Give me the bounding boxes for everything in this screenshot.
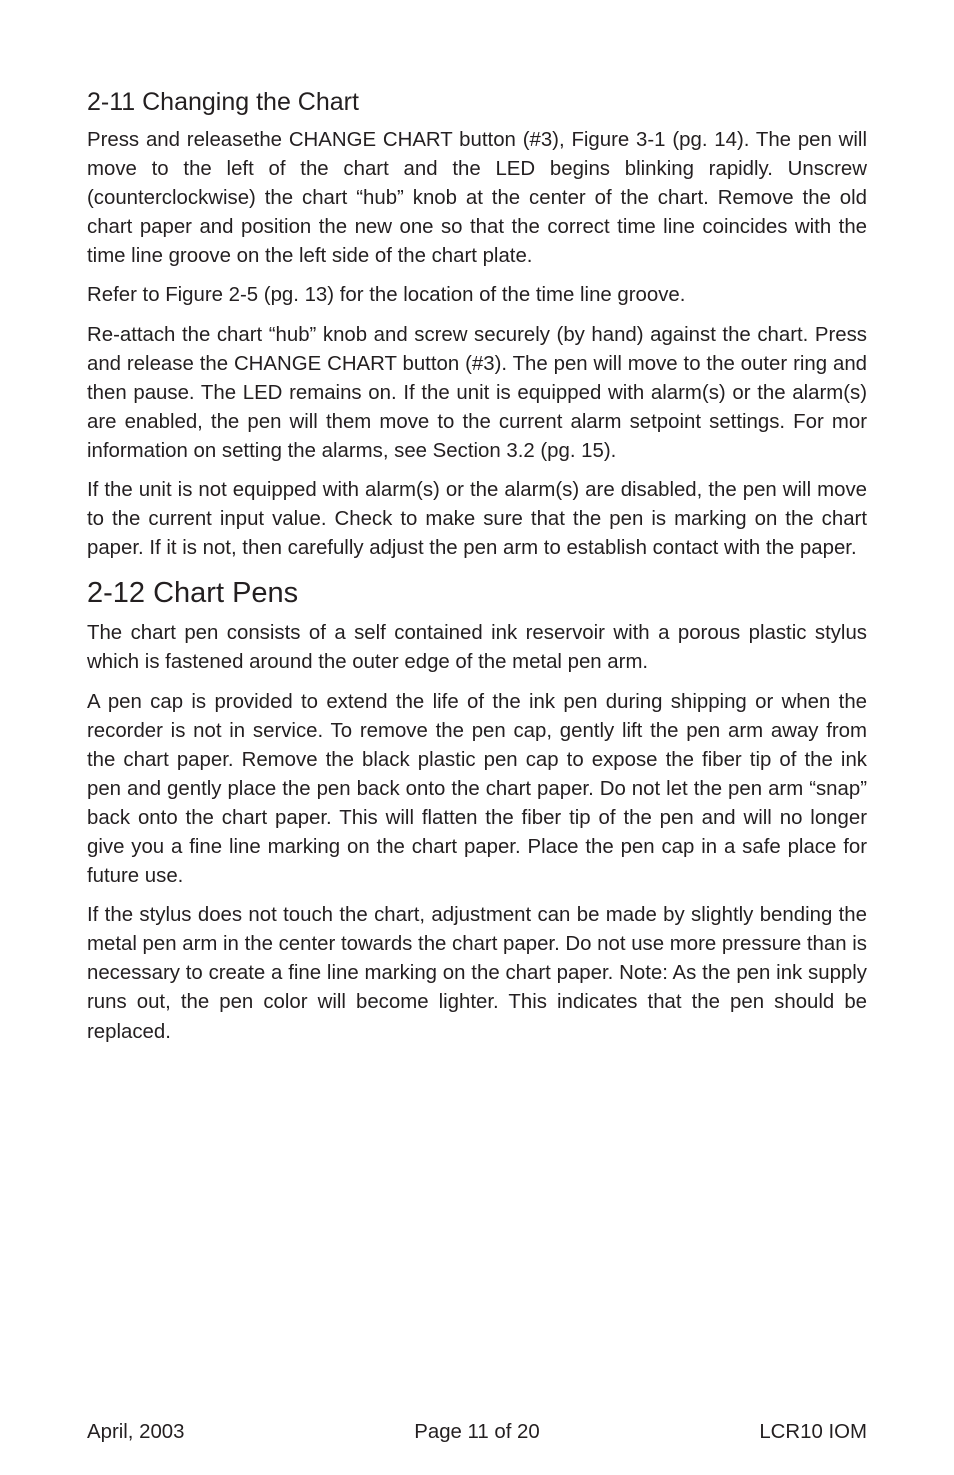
section-heading: 2-12 Chart Pens <box>87 577 299 610</box>
paragraph: If the stylus does not touch the chart, adjustment can be made by slightly bending the metal pen arm in the center towards the chart paper. Do not use more pressure than is necessary to create a fine line marking on the chart paper. Note: As the pen ink supply runs out, the pen color will become lighter. This indicates that the pen should be replaced. <box>87 904 867 1043</box>
paragraph: Refer to Figure 2-5 (pg. 13) for the location of the time line groove. <box>87 284 686 307</box>
page-body <box>87 84 867 1057</box>
paragraph: A pen cap is provided to extend the life of the ink pen during shipping or when the recorder is not in service. To remove the pen cap, gently lift the pen arm away from the chart paper. Remove the black plastic pen cap to expose the fiber tip of the ink pen and gently place the pen back onto the chart paper. Do not let the pen arm “snap” back onto the chart paper. This will flatten the fiber tip of the pen and will no longer give you a fine line marking on the chart paper. Place the pen cap in a safe place for future use. <box>87 690 867 888</box>
section-chart-pens <box>87 573 867 1046</box>
paragraph: Re-attach the chart “hub” knob and screw securely (by hand) against the chart. Press and release the CHANGE CHART button (#3). The pen will move to the outer ring and then pause. The LED remains on. If the unit is equipped with alarm(s) or the alarm(s) are enabled, the pen will them move to the current alarm setpoint settings. For mor information on setting the alarms, see Section 3.2 (pg. 15). <box>87 323 867 462</box>
section-heading: 2-11 Changing the Chart <box>87 88 359 116</box>
paragraph: If the unit is not equipped with alarm(s) or the alarm(s) are disabled, the pen will move to the current input value. Check to make sure that the pen is marking on the chart paper. If it is not, then carefully adjust the pen arm to establish contact with the paper. <box>87 479 867 560</box>
section-changing-the-chart <box>87 84 867 563</box>
footer-doc-id: LCR10 IOM <box>759 1421 867 1443</box>
footer-page-number: Page 11 of 20 <box>414 1421 540 1443</box>
paragraph: Press and releasethe CHANGE CHART button (#3), Figure 3-1 (pg. 14). The pen will move to the left of the chart and the LED begins blinking rapidly. Unscrew (counterclockwise) the chart “hub” knob at the center of the chart. Remove the old chart paper and position the new one so that the correct time line coincides with the time line groove on the left side of the chart plate. <box>87 129 867 268</box>
footer-date: April, 2003 <box>87 1421 185 1443</box>
paragraph: The chart pen consists of a self contained ink reservoir with a porous plastic stylus which is fastened around the outer edge of the metal pen arm. <box>87 622 867 674</box>
